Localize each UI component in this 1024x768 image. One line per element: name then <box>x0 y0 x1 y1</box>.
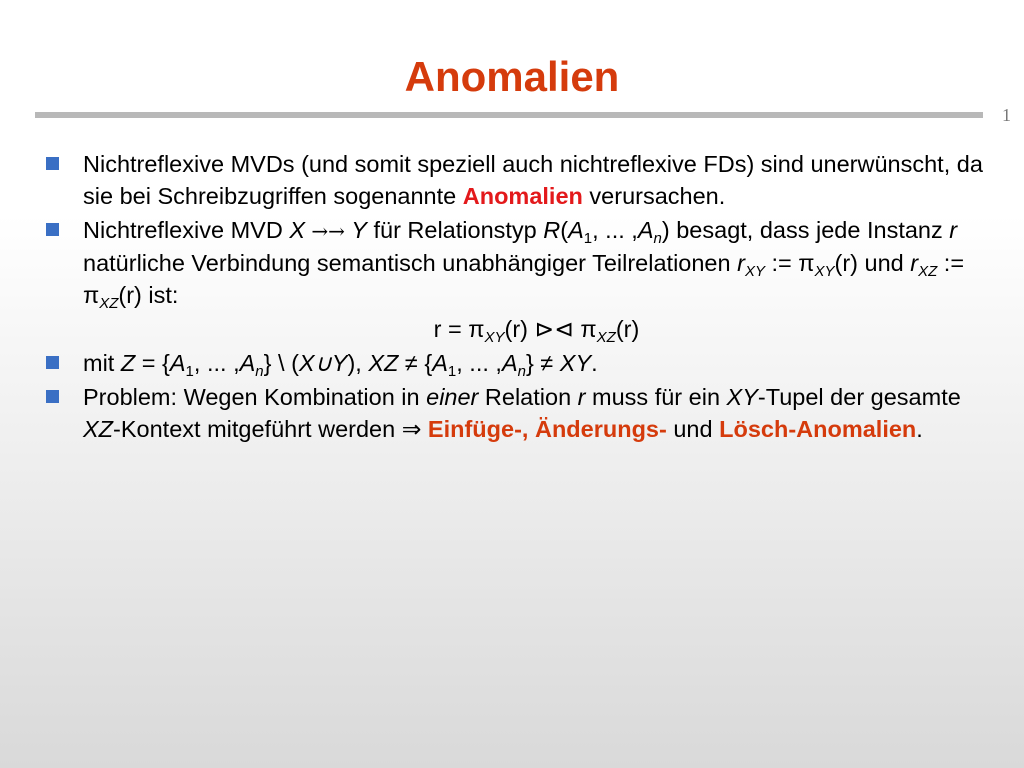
bullet-3-text: mit <box>83 350 121 376</box>
page-number: 1 <box>1002 105 1011 125</box>
emphasis-einer: einer <box>426 384 479 410</box>
var-xy: XY <box>559 350 592 376</box>
var-r-schema: R <box>543 217 561 243</box>
list-item <box>45 148 990 212</box>
not-equal: ≠ { <box>398 350 433 376</box>
var-x: X <box>289 217 306 243</box>
var-xy: XY <box>726 384 758 410</box>
set-open: = { <box>135 350 170 376</box>
var-r: r <box>577 384 586 410</box>
bullet-2-text: besagt, dass jede Instanz <box>669 217 950 243</box>
subscript: 1 <box>583 230 593 247</box>
paren: ( <box>560 217 569 243</box>
equation-lhs: r = π <box>433 316 485 342</box>
slide-title: Anomalien <box>404 53 620 100</box>
ellipsis: , ... , <box>456 350 502 376</box>
subscript: XZ <box>918 263 938 280</box>
list-item <box>45 347 990 379</box>
conjunction: und <box>857 250 911 276</box>
var-a: A <box>432 350 448 376</box>
bullet-4-text: -Tupel der gesamte <box>757 384 961 410</box>
subscript: XZ <box>596 329 616 346</box>
var-a: A <box>501 350 518 376</box>
square-bullet-icon <box>46 390 59 403</box>
square-bullet-icon <box>46 223 59 236</box>
projection: := π <box>764 250 815 276</box>
bullet-1-text: Nichtreflexive MVDs (und somit speziell auch nichtreflexive FDs) sind unerwünscht, da sie bei Schreibzugriffen sogenannte <box>83 151 983 209</box>
union-xy: X∪Y <box>298 350 348 376</box>
slide-body <box>45 148 990 447</box>
paren-r: (r) <box>834 250 858 276</box>
var-xz: XZ <box>368 350 399 376</box>
subscript: n <box>653 230 662 247</box>
delete-anomalies-highlight: Lösch-Anomalien <box>719 416 917 442</box>
bullet-4-text: muss für ein <box>585 384 727 410</box>
period: . <box>591 350 598 376</box>
mvd-prefix: Nichtreflexive MVD <box>83 217 290 243</box>
bullet-2-text-end: ist: <box>141 282 179 308</box>
period: . <box>916 416 923 442</box>
list-item <box>45 381 990 445</box>
equation-end: (r) <box>615 316 640 342</box>
subscript: 1 <box>185 363 194 380</box>
subscript: n <box>255 363 264 380</box>
anomalies-highlight: Einfüge-, Änderungs- <box>427 416 667 442</box>
ellipsis: , ... , <box>193 350 240 376</box>
list-item <box>45 214 990 311</box>
paren-r: (r) <box>118 282 142 308</box>
paren: ), <box>347 350 369 376</box>
var-xz: XZ <box>83 416 114 442</box>
square-bullet-icon <box>46 157 59 170</box>
bullet-4-text: -Kontext mitgeführt werden ⇒ <box>113 416 428 442</box>
bullet-4-text: Problem: Wegen Kombination in <box>83 384 427 410</box>
anomalien-highlight: Anomalien <box>462 183 583 209</box>
projection: := π <box>83 250 965 308</box>
join-equation <box>45 313 990 345</box>
var-a: A <box>637 217 654 243</box>
var-r: r <box>949 217 958 243</box>
subscript: 1 <box>447 363 457 380</box>
join-operator: (r) ⊳⊲ π <box>504 316 597 342</box>
title-divider <box>35 112 983 118</box>
bullet-4-text: und <box>666 416 720 442</box>
var-y: Y <box>351 217 367 243</box>
relation-text: für Relationstyp <box>366 217 544 243</box>
set-minus: } \ ( <box>263 350 299 376</box>
var-a: A <box>169 350 186 376</box>
subscript: XY <box>814 263 835 280</box>
subscript: n <box>517 363 526 380</box>
bullet-2-text: natürliche Verbindung semantisch unabhängiger Teilrelationen <box>83 250 738 276</box>
var-r: r <box>910 250 919 276</box>
bullet-4-text: Relation <box>478 384 578 410</box>
var-a: A <box>568 217 584 243</box>
not-equal: } ≠ <box>525 350 560 376</box>
subscript: XZ <box>99 295 119 312</box>
var-z: Z <box>120 350 136 376</box>
var-r: r <box>737 250 745 276</box>
subscript: XY <box>484 329 505 346</box>
mvd-arrow: →→ <box>305 219 352 243</box>
square-bullet-icon <box>46 356 59 369</box>
var-a: A <box>239 350 256 376</box>
ellipsis: , ... , <box>592 217 638 243</box>
paren: ) <box>661 217 670 243</box>
subscript: XY <box>744 263 765 280</box>
bullet-1-text-end: verursachen. <box>582 183 726 209</box>
